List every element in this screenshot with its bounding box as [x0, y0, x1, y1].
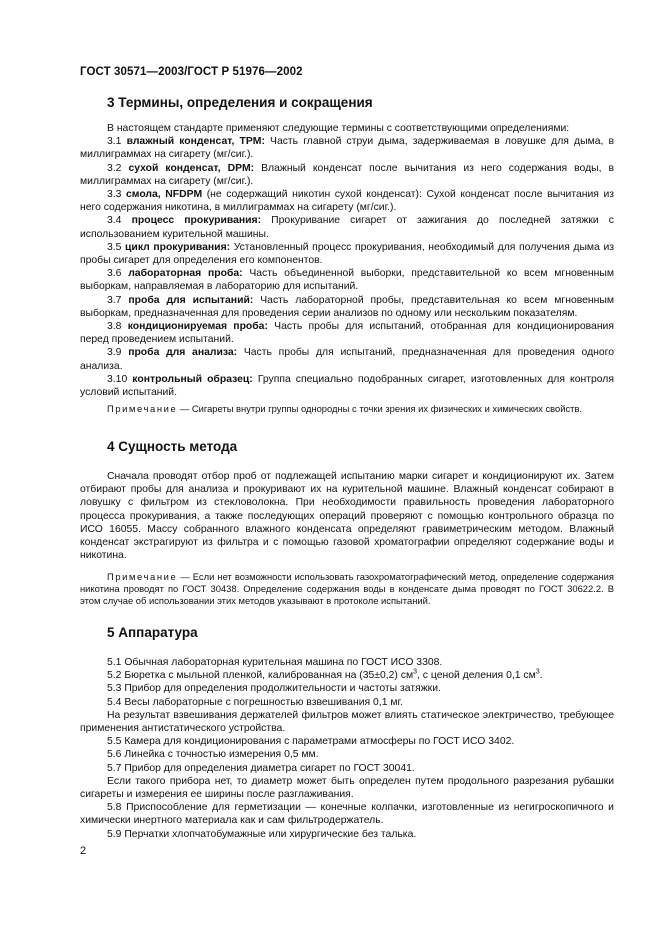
- superscript: 3: [413, 668, 417, 676]
- section-4-body: [80, 470, 614, 606]
- term-definition: Часть объединенной выборки, представительной ко всем мгновенным выборкам, направляемая в лабораторию для испытаний.: [80, 268, 614, 293]
- item-5-3: 5.3 Прибор для определения продолжительности и частоты затяжки.: [107, 683, 441, 695]
- term-3-5: [80, 241, 614, 267]
- term-number: 3.9: [107, 347, 122, 359]
- term-name: лабораторная проба:: [128, 268, 243, 280]
- term-number: 3.6: [107, 268, 122, 280]
- term-name: влажный конденсат, TPM:: [126, 136, 265, 148]
- term-3-1: [80, 135, 614, 161]
- term-definition: Группа специально подобранных сигарет, изготовленных для контроля условий испытаний.: [80, 373, 614, 399]
- term-number: 3.8: [107, 321, 122, 333]
- item-5-2-text-b: , с ценой деления 0,1 см: [417, 670, 536, 682]
- term-number: 3.3: [107, 189, 122, 201]
- section-4-title: 4 Сущность метода: [107, 439, 238, 454]
- term-3-3: [80, 188, 614, 214]
- note-label: Примечание: [107, 571, 178, 583]
- document-header: ГОСТ 30571—2003/ГОСТ Р 51976—2002: [80, 66, 303, 78]
- term-3-10: [80, 373, 614, 399]
- section-3-title: 3 Термины, определения и сокращения: [107, 95, 373, 110]
- term-definition: Прокуривание сигарет от зажигания до последней затяжки с использованием курительной машины.: [80, 215, 614, 240]
- term-number: 3.1: [107, 136, 122, 148]
- item-5-2-text-a: 5.2 Бюретка с мыльной пленкой, калиброванная на (35±0,2) см: [107, 670, 414, 682]
- term-definition: Часть пробы для испытаний, предназначенная для проведения одного анализа.: [80, 347, 615, 372]
- section-3-body: [80, 122, 614, 415]
- term-number: 3.5: [107, 241, 122, 253]
- section-5-title: 5 Аппаратура: [107, 625, 198, 640]
- item-5-7-note: Если такого прибора нет, то диаметр может быть определен путем продольного разрезания рубашки сигареты и измерения ее ширины после разглаживания.: [80, 775, 614, 801]
- term-name: контрольный образец:: [132, 373, 253, 385]
- item-5-7: 5.7 Прибор для определения диаметра сигарет по ГОСТ 30041.: [107, 762, 415, 774]
- term-name: сухой конденсат, DPM:: [128, 162, 255, 174]
- term-definition: Часть пробы для испытаний, отобранная для кондиционирования перед проведением испытаний.: [80, 321, 614, 346]
- item-5-4-note: На результат взвешивания держателей фильтров может влиять статическое электричество, требующее применения антистатического устройства.: [80, 709, 614, 735]
- term-name: проба для анализа:: [128, 347, 238, 359]
- item-5-2: [80, 669, 614, 682]
- item-5-9: 5.9 Перчатки хлопчатобумажные или хирургические без талька.: [107, 828, 417, 840]
- term-definition: Часть лабораторной пробы, представительная ко всем мгновенным выборкам, предназначенная для проведения серии анализов по одному или нескольким показателям.: [80, 294, 615, 319]
- term-name: кондиционируемая проба:: [127, 321, 268, 333]
- term-definition: Часть главной струи дыма, задерживаемая в ловушке для дыма, в миллиграммах на сигарету (мг/сиг.).: [80, 136, 614, 161]
- term-name: смола, NFDPM: [126, 189, 203, 201]
- note-text: — Сигареты внутри группы однородны с точки зрения их физических и химических свойств.: [177, 403, 583, 415]
- term-definition: (не содержащий никотин сухой конденсат): Сухой конденсат после вычитания из него содержания никотина, в миллиграммах на сигарету (мг/сиг.).: [80, 189, 615, 214]
- section-3-note: [80, 403, 614, 415]
- term-name: проба для испытаний:: [128, 294, 254, 306]
- item-5-8: 5.8 Приспособление для герметизации — конечные колпачки, изготовленные из негигроскопичного и химически инертного материала как и сам фильтродержатель.: [80, 802, 614, 827]
- term-3-7: [80, 294, 614, 320]
- term-3-8: [80, 320, 614, 346]
- item-5-6: 5.6 Линейка с точностью измерения 0,5 мм.: [107, 749, 319, 761]
- note-text: — Если нет возможности использовать газохроматографический метод, определение содержания никотина проводят по ГОСТ 30438. Определение содержания воды в конденсате дыма проводят по ГОСТ 30622.2. В этом случае об использовании этих методов указывают в протоколе испытаний.: [80, 571, 614, 606]
- term-name: цикл прокуривания:: [125, 241, 231, 253]
- item-5-2-text-c: .: [539, 670, 543, 682]
- term-3-6: [80, 267, 614, 293]
- section-3-intro: В настоящем стандарте применяют следующие термины с соответствующими определениями:: [107, 123, 570, 134]
- term-number: 3.2: [107, 162, 122, 174]
- item-5-5: 5.5 Камера для кондиционирования с параметрами атмосферы по ГОСТ ИСО 3402.: [107, 736, 515, 748]
- section-4-note: [80, 571, 614, 606]
- term-definition: Установленный процесс прокуривания, необходимый для получения дыма из пробы сигарет для определения его компонентов.: [80, 241, 615, 267]
- note-label: Примечание: [107, 403, 178, 415]
- term-number: 3.10: [107, 373, 128, 385]
- term-number: 3.7: [107, 294, 122, 306]
- term-number: 3.4: [107, 215, 122, 227]
- term-3-2: [80, 162, 614, 188]
- page-number: 2: [80, 845, 87, 857]
- term-3-9: [80, 346, 614, 372]
- superscript: 3: [535, 668, 540, 676]
- term-definition: Влажный конденсат после вычитания из него содержания воды, в миллиграммах на сигарету (мг/сиг.).: [80, 162, 614, 187]
- item-5-4: 5.4 Весы лабораторные с погрешностью взвешивания 0,1 мг.: [107, 696, 403, 708]
- term-3-4: [80, 214, 614, 240]
- section-4-paragraph: Сначала проводят отбор проб от подлежащей испытанию марки сигарет и кондиционируют их. Затем отбирают пробы для анализа и прокуривают их на курительной машине. Влажный конденсат собирают в ловушку с фильтром из стекловолокна. При необходимости правильность проведения лабораторного процесса прокуривания, а также последующих операций проверяют с помощью контрольного образца по ИСО 16055. Массу собранного влажного конденсата определяют гравиметрическим методом. Влажный конденсат экстрагируют из фильтра и с помощью газовой хроматографии определяют содержание воды и никотина.: [80, 471, 614, 562]
- term-name: процесс прокуривания:: [131, 215, 262, 227]
- section-5-body: [80, 656, 614, 841]
- item-5-1: 5.1 Обычная лабораторная курительная машина по ГОСТ ИСО 3308.: [107, 657, 443, 668]
